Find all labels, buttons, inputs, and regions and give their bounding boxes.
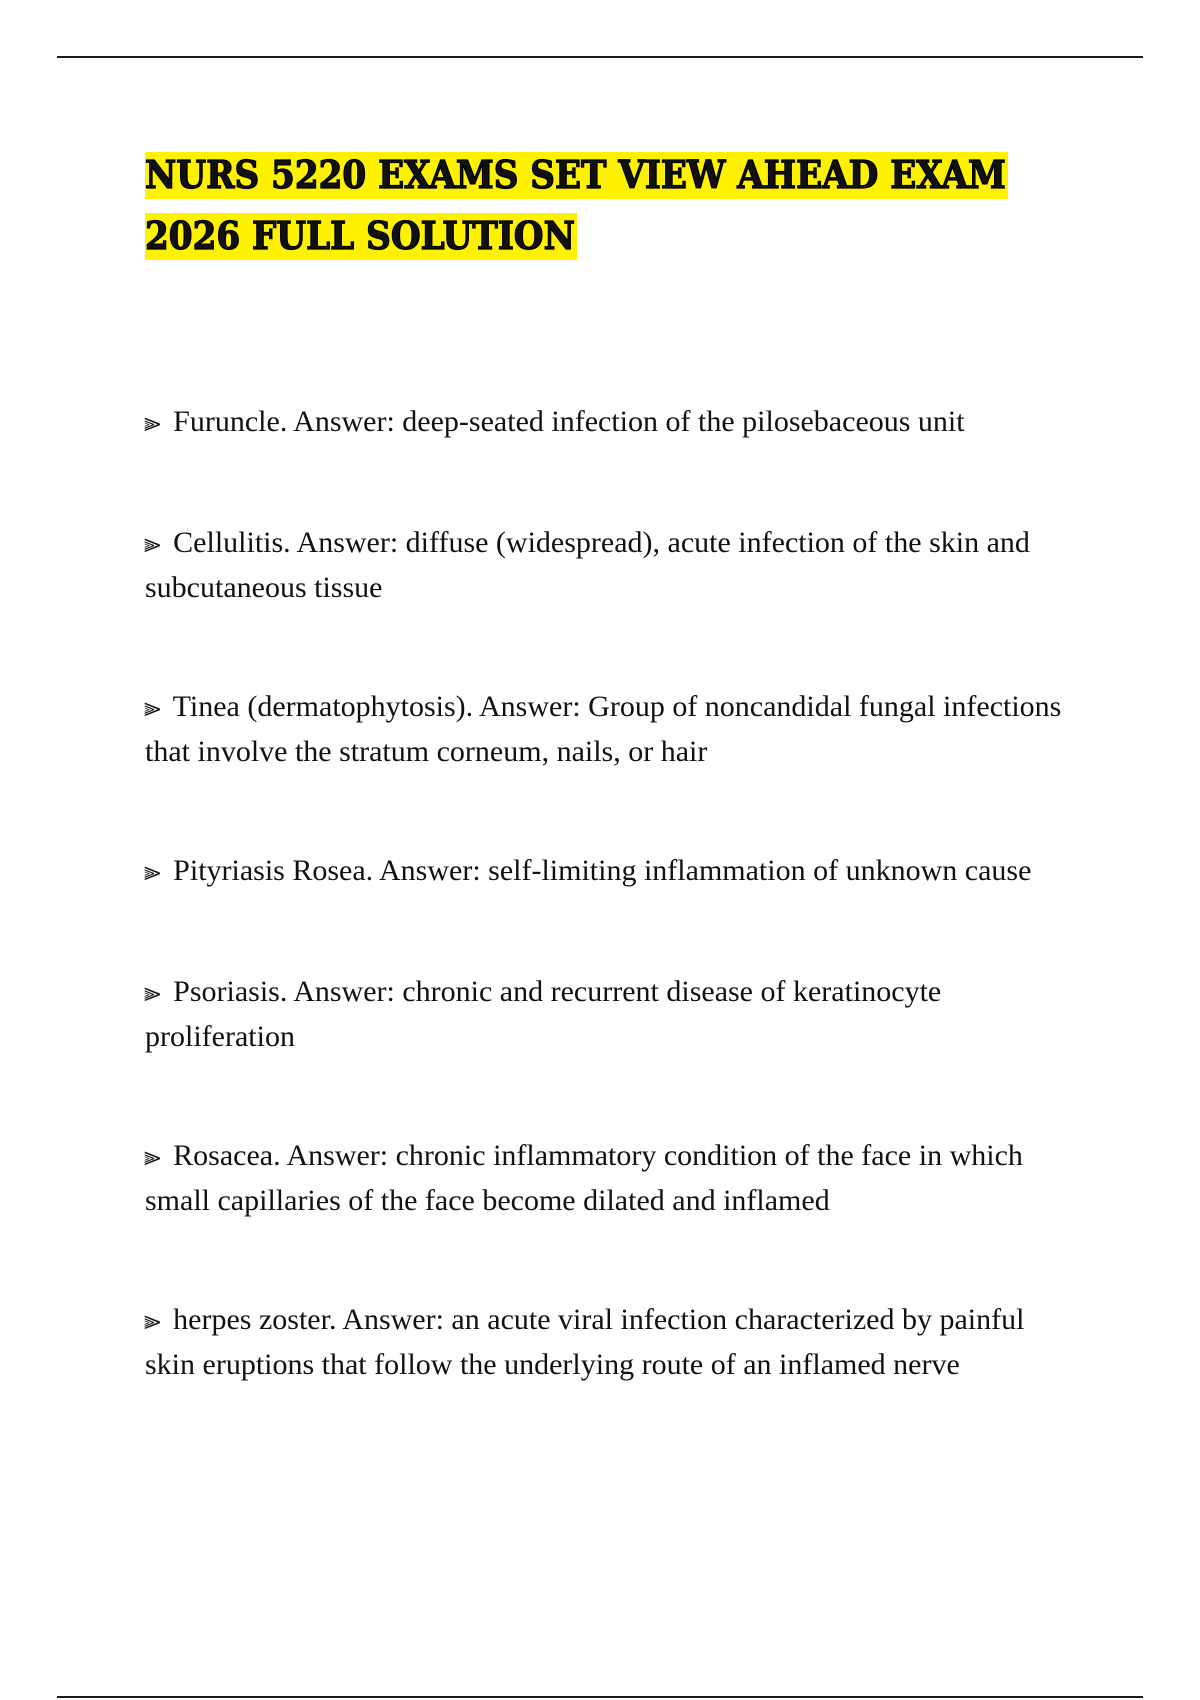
top-rule xyxy=(57,56,1143,58)
arrow-bullet-icon: ⫸ xyxy=(143,1306,161,1336)
item-text: Furuncle. Answer: deep-seated infection of the pilosebaceous unit xyxy=(173,405,965,438)
list-item xyxy=(145,1134,1065,1222)
list-item xyxy=(145,685,1065,773)
arrow-bullet-icon: ⫸ xyxy=(143,529,161,559)
item-text: Tinea (dermatophytosis). Answer: Group of noncandidal fungal infections that involve the stratum corneum, nails, or hair xyxy=(145,690,1062,768)
arrow-bullet-icon: ⫸ xyxy=(143,693,161,723)
item-text: Cellulitis. Answer: diffuse (widespread), acute infection of the skin and subcutaneous tissue xyxy=(145,526,1030,604)
arrow-bullet-icon: ⫸ xyxy=(143,857,161,887)
bottom-rule xyxy=(57,1696,1143,1698)
document-title xyxy=(145,144,1095,266)
item-text: herpes zoster. Answer: an acute viral infection characterized by painful skin eruptions that follow the underlying route of an inflamed nerve xyxy=(145,1303,1025,1381)
arrow-bullet-icon: ⫸ xyxy=(143,408,161,438)
item-text: Psoriasis. Answer: chronic and recurrent disease of keratinocyte proliferation xyxy=(145,975,942,1053)
list-item xyxy=(145,970,1065,1058)
arrow-bullet-icon: ⫸ xyxy=(143,1142,161,1172)
highlighted-title-text: NURS 5220 EXAMS SET VIEW AHEAD EXAM 2026 FULL SOLUTION xyxy=(145,152,1006,258)
qa-list xyxy=(145,400,1065,1462)
list-item xyxy=(145,521,1065,609)
list-item xyxy=(145,1298,1065,1386)
list-item xyxy=(145,849,1065,894)
arrow-bullet-icon: ⫸ xyxy=(143,978,161,1008)
item-text: Rosacea. Answer: chronic inflammatory condition of the face in which small capillaries of the face become dilated and inflamed xyxy=(145,1139,1023,1217)
list-item xyxy=(145,400,1065,445)
item-text: Pityriasis Rosea. Answer: self-limiting inflammation of unknown cause xyxy=(173,854,1032,887)
